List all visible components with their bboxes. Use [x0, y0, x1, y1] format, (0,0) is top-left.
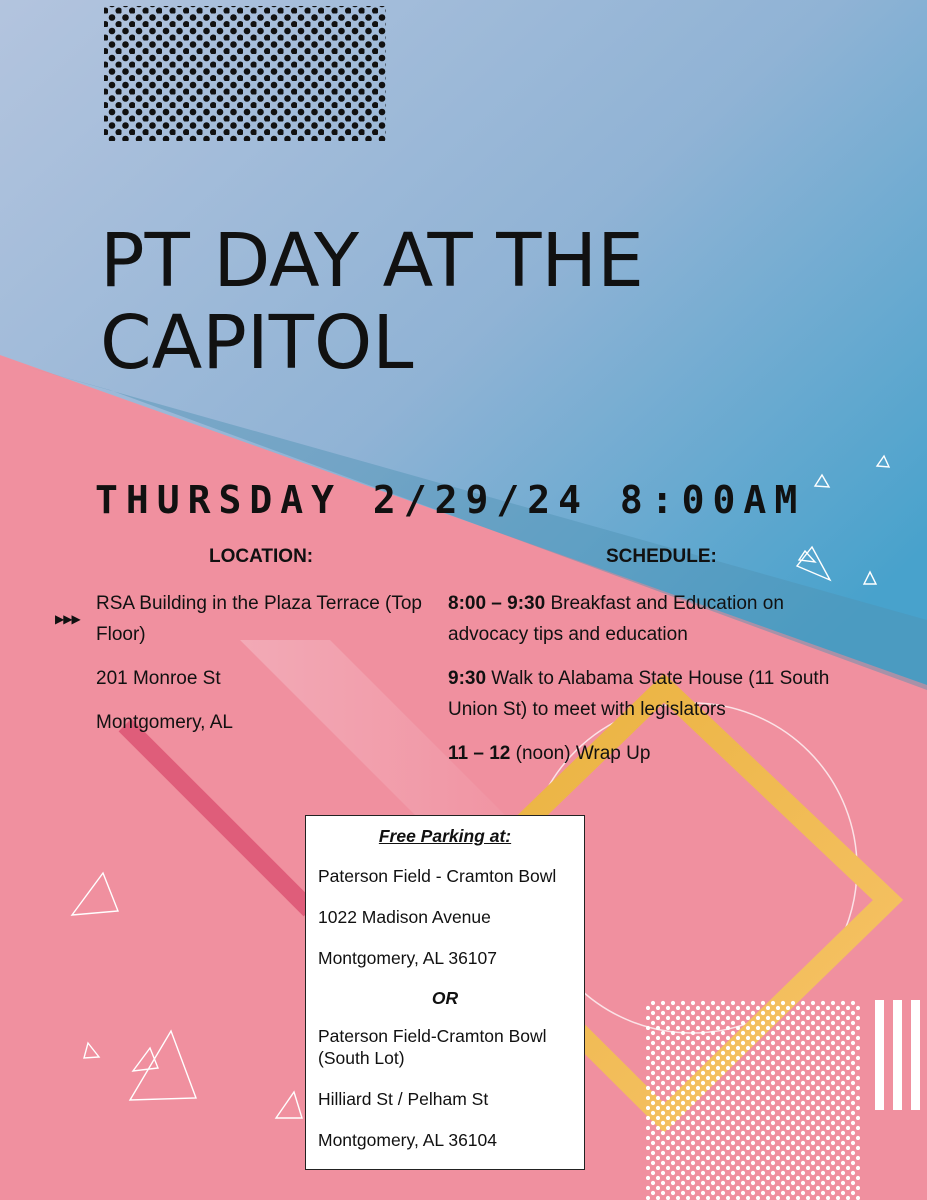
schedule-item: [448, 663, 868, 725]
event-title-line2: CAPITOL: [100, 300, 414, 386]
parking-option2-street: Hilliard St / Pelham St: [318, 1089, 489, 1109]
dark-pink-stripe: [125, 725, 310, 910]
white-dot-pattern: [646, 1000, 860, 1200]
parking-option1-name: Paterson Field - Cramton Bowl: [318, 866, 557, 886]
schedule-desc: Walk to Alabama State House (11 South Union St) to meet with legislators: [448, 668, 830, 720]
schedule-desc: Breakfast and Education on advocacy tips and education: [448, 593, 784, 645]
event-title-line1: PT DAY AT THE: [100, 218, 644, 304]
location-city: Montgomery, AL: [96, 712, 233, 733]
schedule-time: 11 – 12: [448, 743, 511, 764]
schedule-item: [448, 738, 868, 769]
parking-or-separator: OR: [431, 988, 459, 1008]
parking-option1-city: Montgomery, AL 36107: [318, 948, 497, 968]
schedule-time: 8:00 – 9:30: [448, 593, 546, 614]
white-bars: [875, 1000, 920, 1110]
event-date-time: THURSDAY 2/29/24 8:00AM: [95, 478, 806, 522]
parking-option2-name: Paterson Field-Cramton Bowl (South Lot): [318, 1026, 547, 1068]
parking-option1-street: 1022 Madison Avenue: [318, 907, 491, 927]
schedule-desc: (noon) Wrap Up: [510, 743, 651, 764]
location-venue: RSA Building in the Plaza Terrace (Top Floor): [96, 593, 422, 645]
parking-option2-city: Montgomery, AL 36104: [318, 1130, 497, 1150]
location-details: [96, 588, 426, 751]
black-dot-pattern: [104, 6, 386, 141]
location-street: 201 Monroe St: [96, 668, 221, 689]
schedule-heading: SCHEDULE:: [606, 546, 717, 567]
schedule-time: 9:30: [448, 668, 487, 689]
schedule-list: [448, 588, 868, 782]
parking-title: Free Parking at:: [378, 826, 512, 846]
arrow-bullet-icon: ▶▶▶: [55, 612, 80, 626]
schedule-item: [448, 588, 868, 650]
event-title: [100, 220, 860, 384]
location-heading: LOCATION:: [209, 546, 314, 567]
parking-box: [305, 815, 585, 1170]
